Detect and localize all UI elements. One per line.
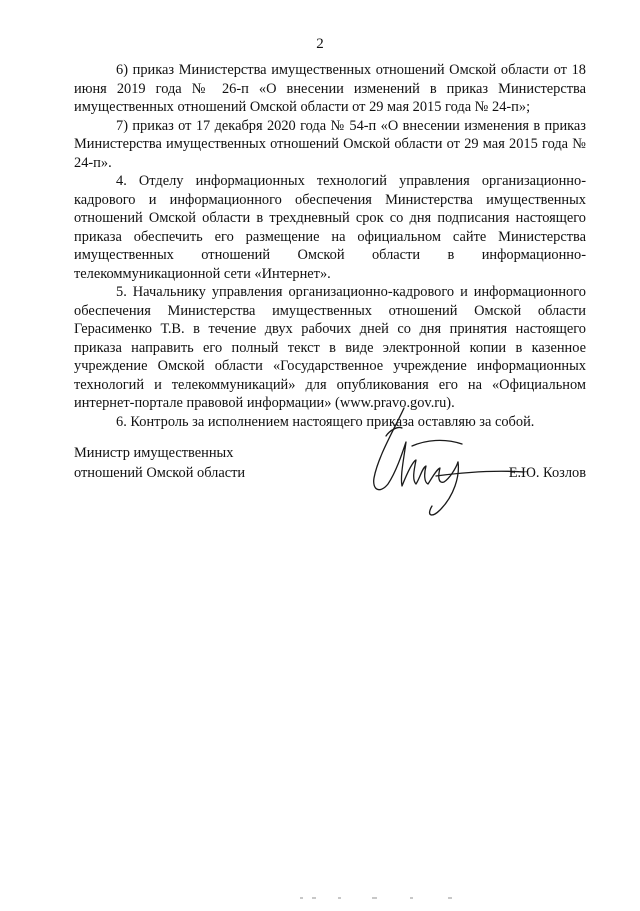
signatory-name: Е.Ю. Козлов [508, 465, 586, 481]
page-number: 2 [316, 36, 324, 52]
paragraph-item-7: 7) приказ от 17 декабря 2020 года № 54-п «О внесении изменения в приказ Министерства имущественных отношений Омской области от 29 мая 2015 года № 24-п». [74, 117, 586, 171]
scan-artifact-marks [0, 893, 640, 905]
document-body [74, 61, 586, 431]
signatory-title: Министр имущественных отношений Омской области [74, 445, 246, 481]
paragraph-item-6: 6) приказ Министерства имущественных отношений Омской области от 18 июня 2019 года № 26-п «О внесении изменений в приказ Министерства имущественных отношений Омской области от 29 мая 2015 года № 24-п»; [74, 62, 586, 115]
signature-block [74, 443, 586, 523]
handwritten-signature [366, 406, 526, 521]
paragraph-section-4: 4. Отделу информационных технологий управления организационно-кадрового и информационного обеспечения Министерства имущественных отношений Омской области в трехдневный срок со дня подписания настоящего приказа обеспечить его размещение на официальном сайте Министерства имущественных отношений Омской области в информационно-телекоммуникационной сети «Интернет». [74, 173, 586, 282]
paragraph-section-5: 5. Начальнику управления организационно-кадрового и информационного обеспечения Министерства имущественных отношений Омской области Герасименко Т.В. в течение двух рабочих дней со дня принятия настоящего приказа направить его полный текст в виде электронной копии в казенное учреждение Омской области «Государственное учреждение информационных технологий и телекоммуникаций» для опубликования его на «Официальном интернет-портале правовой информации» (www.pravo.gov.ru). [74, 284, 586, 411]
paragraph-section-6: 6. Контроль за исполнением настоящего приказа оставляю за собой. [116, 413, 535, 430]
